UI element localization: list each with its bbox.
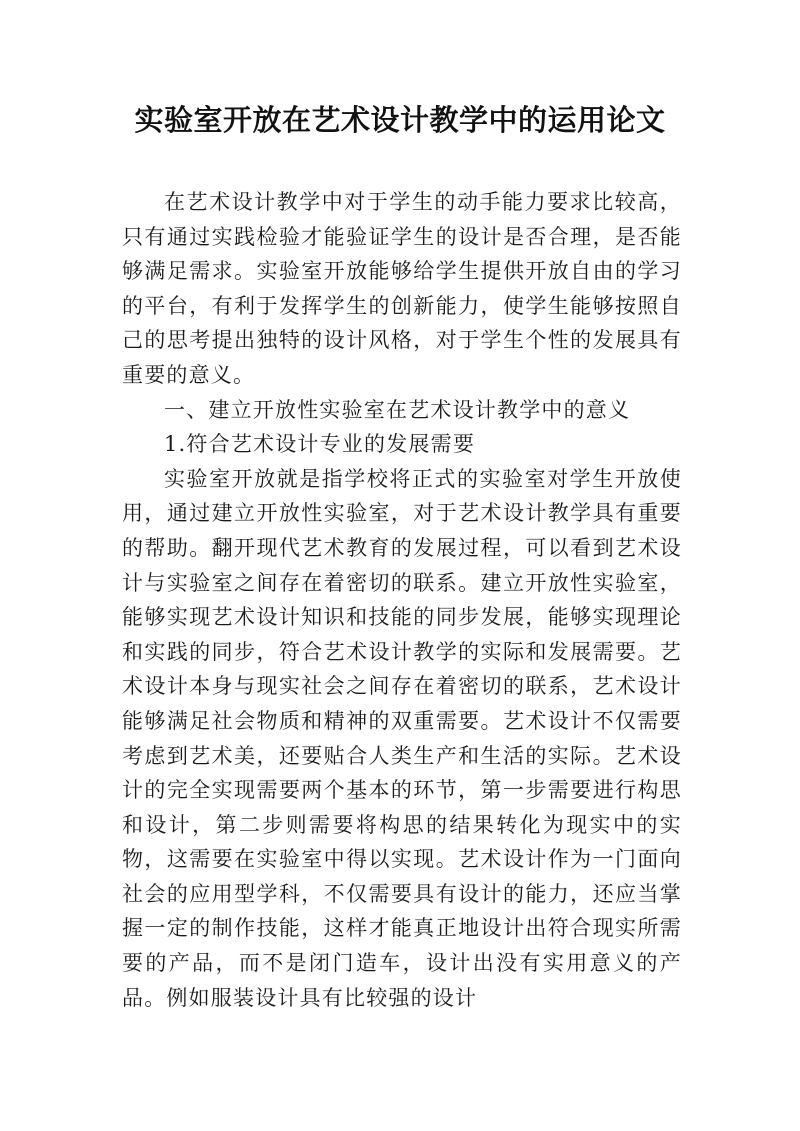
document-title: 实验室开放在艺术设计教学中的运用论文 xyxy=(134,103,666,137)
document-body xyxy=(122,185,682,1015)
body-paragraph: 实验室开放就是指学校将正式的实验室对学生开放使用，通过建立开放性实验室，对于艺术设计教学具有重要的帮助。翻开现代艺术教育的发展过程，可以看到艺术设计与实验室之间存在着密切的联系。建立开放性实验室，能够实现艺术设计知识和技能的同步发展，能够实现理论和实践的同步，符合艺术设计教学的实际和发展需要。艺术设计本身与现实社会之间存在着密切的联系，艺术设计能够满足社会物质和精神的双重需要。艺术设计不仅需要考虑到艺术美，还要贴合人类生产和生活的实际。艺术设计的完全实现需要两个基本的环节，第一步需要进行构思和设计，第二步则需要将构思的结果转化为现实中的实物，这需要在实验室中得以实现。艺术设计作为一门面向社会的应用型学科，不仅需要具有设计的能力，还应当掌握一定的制作技能，这样才能真正地设计出符合现实所需要的产品，而不是闭门造车，设计出没有实用意义的产品。例如服装设计具有比较强的设计 xyxy=(122,466,682,1010)
subsection-heading: 1.符合艺术设计专业的发展需要 xyxy=(164,432,476,457)
intro-paragraph: 在艺术设计教学中对于学生的动手能力要求比较高，只有通过实践检验才能验证学生的设计是否合理，是否能够满足需求。实验室开放能够给学生提供开放自由的学习的平台，有利于发挥学生的创新能力，使学生能够按照自己的思考提出独特的设计风格，对于学生个性的发展具有重要的意义。 xyxy=(122,190,682,387)
section-heading: 一、建立开放性实验室在艺术设计教学中的意义 xyxy=(164,397,631,422)
